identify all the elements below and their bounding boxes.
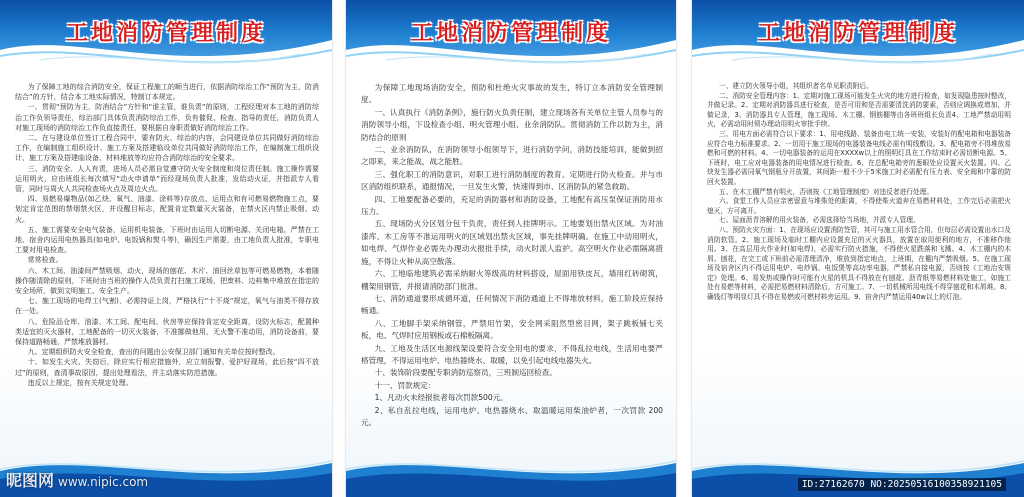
- paragraph: 十、如发生火灾、失窃后，除应实行相应措施外，应立刻报警，爱护好现场，此后按“四不放过”的原则，查清事故原因，提出处理看法，并主动落实防范措施。: [15, 358, 319, 377]
- paragraph: 三、消防安全、人人有责，进场人员必需自觉遵守防火安全制度和岗位责任制。施工操作需要运用明火，应由班组长每次填写“动火申请单”而经现场负责人批准，发给动火证，并指派专人看管，同时与周火人共同检查场火点及周边火点。: [15, 164, 319, 194]
- paragraph: 六、工地临地建筑必需采纳耐火等级高的材料搭设，屋面用铁皮瓦，墙用红砖砌筑，棚架用钢管，并报请消防部门批准。: [361, 269, 663, 291]
- poster-body: [707, 82, 1011, 303]
- poster-header: [0, 0, 332, 74]
- paragraph: 二、业余消防队，在消防领导小组领导下，进行消防学问，消防技能培训，能做到招之即来，来之能战，战之能胜。: [361, 145, 663, 167]
- paragraph: 十、装饰阶段要配专职消防巡察员，三班制巡回检查。: [374, 368, 557, 378]
- image-id-label: ID:27162670 NO:20250516100358921105: [798, 478, 1006, 491]
- paragraph: 八、预防火灾方面：1、在现场应设置消防签管，其可与施工用水管合用，但每层必需设置出水口及消防软管。2、施工现场及临时工棚内应设置充足的灭火器具，放置在取用便利的地方，不准移作他用。3、在高层用火作业时(如电焊)，必需实行防火措施，不得使火星跌落和飞溅。4、木工棚内的木屑、刨花，在完工或下班前必需清理清净，堆放到指定地点，上班期，在棚内严禁吸烟。5、在施工现场及宿舍区内不得运用电炉、电炒锅、电饭煲等高功率电器，严禁私自接电源，否则按《工地治安规定》处理。6、易发热或操作时可能有火星的机具不得放在有刨花、沥青纸等易燃材料处施工，如施工处有易燃等材料，必需把易燃材料清除后，方可施工。7、一切机械所用电线不得穿刨花和木屑堆。8、确钱灯等明显灯具不得在易燃或可燃材料旁运用。9、宿舍内严禁运用40w以上的灯泡。: [707, 225, 1011, 302]
- poster-header: [346, 0, 676, 74]
- paragraph: 六、食堂工作人员应亲密留意与堆柴处的距离，不得使柴火道奔在易燃材料处，工作完后必需把火熄灭，方可离开。: [707, 197, 1011, 215]
- paragraph: 违反以上规定，按有关规定处理。: [27, 378, 133, 387]
- footer-wave-decoration: [346, 451, 676, 497]
- watermark-logo: 昵图网: [6, 471, 55, 490]
- paragraph: 五、施工需要安全电气装备，运用机电装备，下班时由运用人切断电源、关闭电箱。严禁在工地、宿舍内运用电热器具(如电炉、电饭锅和熨斗等)，确因生产需要，由工地负责人批准，专职电工要对用电检查。: [15, 225, 319, 255]
- poster-3: [692, 0, 1024, 497]
- paragraph: 四、易燃易爆物品(如乙炔、氧气、油漆、涂料等)存放点、运用点和有可燃易燃物施工点，要划定肯定范围的禁烟禁火区，并设醒目标志，配置肯定数量灭火装备，在禁火区内禁止吸烟、动火。: [15, 195, 319, 224]
- poster-footer: [346, 451, 676, 497]
- poster-title: 工地消防管理制度: [65, 21, 266, 46]
- paragraph: 六、木工间、油漆间严禁吸烟、动火，现场的刨花、木片、油回丝草包等可燃易燃物，本着随操作随清除的原则，下班时由当班的操作人员负责打扫施工现场，把废料、边料集中堆放在指定的安全场所，做到文明施工、安全生产。: [15, 266, 319, 296]
- paragraph: 八、危险品仓库、油漆、木工间、配电间、伙房等应保持肯定安全距离，设防火标志，配置种类适宜的灭火器材，工地配备的一切灭火装备，不准挪做他用，无火警不准动用，消防设备前，要保持道路畅通，严禁堆放器材。: [15, 317, 319, 347]
- poster-title: 工地消防管理制度: [757, 21, 958, 46]
- paragraph: 五、现场防火分区划分包干负责，责任到人挂牌明示。工地要划出禁火区域。为对油漆库、木工房等不准运用明火的区域划出禁火区域，事先挂牌明确。在施工中动用明火，如电焊、气焊作业必需先办理动火报批手续，动火时派人监护。高空明火作业必需隔离措施，不得让火种从高空散落。: [361, 219, 663, 266]
- paragraph: 七、消防通道要形成循环道，任何情况下消防通道上不得堆放材料，施工阶段应保持畅通。: [361, 293, 663, 316]
- paragraph: 二、消防安全管理内容：1、定期对施工现场可能发生火灾的地方进行检查，如发现隐患按时整改，并做记录。2、定期对消防器具进行检查，是否可用和是否需要清洗消防要素，否则应调换或增加，并做记录，3、消防器具专人管理，施工现场、木工棚、钢筋棚等由各班班组长负责4、工地严禁动用明火，必需动用时须办理动用明火审批手续。: [707, 91, 1011, 129]
- paragraph: 九、工地及生活区电源线架设要符合安全用电的要求，不得乱拉电线，生活用电要严格管理，不得运用电炉、电热器烧水、取暖，以免引起电线电器失火。: [361, 343, 663, 365]
- paragraph: 八、工地脚手架采纳钢管，严禁用竹架，安全网采阻然型密目网，架子跳板铺七夹板，电、气焊时应用钢板或石棉板隔离。: [361, 318, 663, 341]
- paragraph: 三、强化职工的消防意识，对职工进行消防制度的教育。定期进行防火检查。并与市区消防组织联系，通报情况，一旦发生火警，快速得到市、区消防队的紧急救助。: [361, 169, 663, 192]
- poster-body: [15, 82, 319, 388]
- paragraph: 七、屋面沥青溶解的用火装备，必需选择恰当场地，并派专人管理。: [719, 216, 920, 225]
- paragraph: 一、建立防火领导小组，其组织者名单见职责附后。: [719, 82, 873, 90]
- paragraph: 三、用电方面必需符合以下要求：1、用电线路、装备由电工统一安装，安装好的配电箱和电器装备应符合电力标准要求。2、一切用于施工现场的电器装备电线必需有明线敷设。3、配电箱旁不得堆放易燃和可燃的材料。4、一切电器装备的运用在XXXXw以上的照明灯具在工作结束时必需切断电源。5、下班时，电工应对电器装备的用电情况进行检查。6、在总配电箱旁的葱眼处应设置灭火装置。四、乙炔发生器必需同氧气钢瓶分开放置，其间距一般不少于5米施工时必需配有压力表、安全阀和中靠的防回火装置。: [707, 129, 1011, 186]
- paragraph: 十一、罚款规定：: [374, 380, 436, 390]
- poster-body: [361, 82, 663, 429]
- paragraph: 二、在与建设单位签订工程合同中，要有防火、综治的内容，会同建设单位共同做好消防综治工作，在编制施工组织设计、施工方案及搭建临设单位共同做好消防综治工作，在编制施工组织设计、施工方案及搭建临设备、材料堆放等均应符合消防综治的安全要求。: [15, 134, 319, 163]
- paragraph: 为保障工地现场消防安全，预防和杜绝火灾事故的发生，特订立本消防安全管理制度。: [361, 83, 663, 105]
- paragraph: 五、在木工棚严禁有明火，否则按《工地管理制度》对违反者进行处理。: [719, 187, 934, 196]
- paragraph: 九、定期组织防火安全检查，查出的问题由公安保卫部门通知有关单位按时整改。: [27, 348, 280, 357]
- paragraph: 1、凡动火未经报批者每次罚款500元。: [374, 393, 508, 403]
- poster-2: [346, 0, 676, 497]
- paragraph: 为了保障工地的综合消防安全，保证工程施工的顺当进行，依据消防综治工作“预防为主，防消结合”的方针，结合本工地实际情况，特制订本规定。: [15, 83, 319, 102]
- site-watermark: [6, 468, 148, 491]
- paragraph: 一、认真执行《消防条例》，施行防火负责任制，建立现场各有关单位主管人员参与的消防领导小组，下设检查小组、明火管理小组、业余消防队。贯彻消防工作以防为主，消防结合的原则: [361, 107, 663, 142]
- paragraph: 2、私自乱拉电线，运用电炉、电热器烧水、取温暖运用柴油炉者，一次罚款 200 元。: [361, 405, 663, 427]
- paragraph: 常常检查。: [27, 256, 63, 265]
- watermark-url: www.nipic.com: [58, 475, 149, 489]
- paragraph: 一、贯彻“预防为主，防消结合”方针和“谁主管，谁负责”的原则，工程经理对本工地的消防综治工作负领导责任，综治部门具体负责消防综治工作，负有催促、检查、指导的责任，消防负责人对施工现场的消防综治工作负直接责任，要根据自身职责做好消防综治工作。: [15, 103, 319, 132]
- poster-title: 工地消防管理制度: [410, 21, 611, 46]
- paragraph: 四、工地要配备必要的，充足的消防器材和消防设备，工地配有高压泵保证消防用水压力。: [361, 194, 663, 217]
- poster-1: [0, 0, 332, 497]
- poster-header: [692, 0, 1024, 74]
- paragraph: 七、施工现场的电焊工(气割)，必需持证上岗，严格执行“十不烧”规定，氧气与油类不得存放在一处。: [15, 297, 319, 316]
